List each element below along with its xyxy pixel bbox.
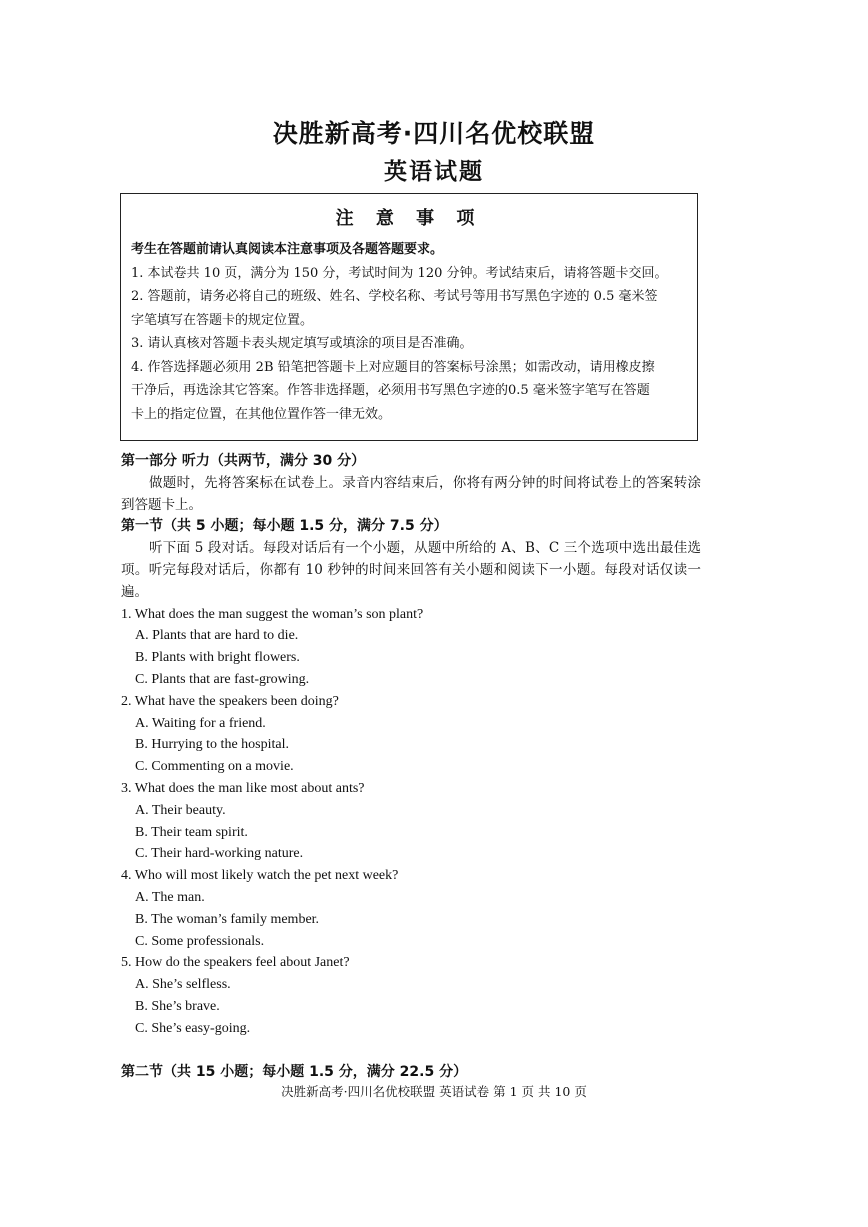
answer-option: B. Hurrying to the hospital. (135, 737, 289, 753)
part-instructions: 做题时，先将答案标在试卷上。录音内容结束后，你将有两分钟的时间将试卷上的答案转涂到答题卡上。 (121, 474, 701, 513)
notice-line: 2. 答题前，请务必将自己的班级、姓名、学校名称、考试号等用书写黑色字迹的 0.5 毫米签 (131, 289, 658, 304)
answer-option: C. Commenting on a movie. (135, 759, 294, 775)
answer-option: A. Plants that are hard to die. (135, 628, 299, 644)
answer-option: C. She’s easy-going. (135, 1020, 251, 1036)
answer-option: A. She’s selfless. (135, 977, 231, 993)
notice-line: 4. 作答选择题必须用 2B 铅笔把答题卡上对应题目的答案标号涂黑；如需改动，请用橡皮擦 (131, 359, 655, 375)
spacer (121, 1040, 701, 1062)
question-block (121, 952, 701, 1039)
question-block (121, 604, 701, 691)
question-block (121, 865, 701, 952)
notice-line: 干净后，再选涂其它答案。作答非选择题，必须用书写黑色字迹的0.5 毫米签字笔写在答题 (131, 383, 650, 398)
notice-line: 1. 本试卷共 10 页，满分为 150 分，考试时间为 120 分钟。考试结束后，请将答题卡交回。 (131, 265, 668, 281)
exam-subtitle: 英语试题 (384, 159, 484, 185)
question-block (121, 691, 701, 778)
notice-box (120, 193, 698, 441)
answer-option: C. Plants that are fast-growing. (135, 671, 310, 687)
answer-option: C. Their hard-working nature. (135, 846, 304, 862)
notice-title: 注 意 事 项 (335, 208, 483, 229)
answer-option: B. Their team spirit. (135, 824, 248, 840)
notice-line: 字笔填写在答题卡的规定位置。 (131, 312, 314, 328)
exam-content (121, 451, 701, 1083)
answer-option: B. Plants with bright flowers. (135, 650, 300, 666)
question-text: 4. Who will most likely watch the pet next week? (121, 868, 399, 884)
section-instructions: 听下面 5 段对话。每段对话后有一个小题，从题中所给的 A、B、C 三个选项中选出最佳选项。听完每段对话后，你都有 10 秒钟的时间来回答有关小题和阅读下一小题。每段对话仅读一遍。 (121, 540, 701, 600)
notice-line: 考生在答题前请认真阅读本注意事项及各题答题要求。 (131, 242, 444, 257)
answer-option: B. The woman’s family member. (135, 911, 320, 927)
answer-option: B. She’s brave. (135, 998, 220, 1014)
question-text: 2. What have the speakers been doing? (121, 693, 339, 709)
answer-option: A. Waiting for a friend. (135, 715, 266, 731)
question-text: 3. What does the man like most about ants? (121, 780, 365, 796)
question-block (121, 778, 701, 865)
notice-line: 卡上的指定位置，在其他位置作答一律无效。 (131, 406, 392, 422)
notice-line: 3. 请认真核对答题卡表头规定填写或填涂的项目是否准确。 (131, 336, 473, 351)
section-heading: 第二节（共 15 小题；每小题 1.5 分，满分 22.5 分） (121, 1063, 468, 1080)
answer-option: A. The man. (135, 889, 205, 905)
answer-option: A. Their beauty. (135, 802, 226, 818)
answer-option: C. Some professionals. (135, 933, 265, 949)
section-heading: 第一节（共 5 小题；每小题 1.5 分，满分 7.5 分） (121, 518, 448, 535)
exam-title: 决胜新高考·四川名优校联盟 (272, 119, 596, 148)
question-text: 5. How do the speakers feel about Janet? (121, 955, 350, 971)
question-text: 1. What does the man suggest the woman’s son plant? (121, 606, 424, 622)
part-heading: 第一部分 听力（共两节，满分 30 分） (121, 453, 366, 469)
page-footer: 决胜新高考·四川名优校联盟 英语试卷 第 1 页 共 10 页 (281, 1084, 587, 1099)
